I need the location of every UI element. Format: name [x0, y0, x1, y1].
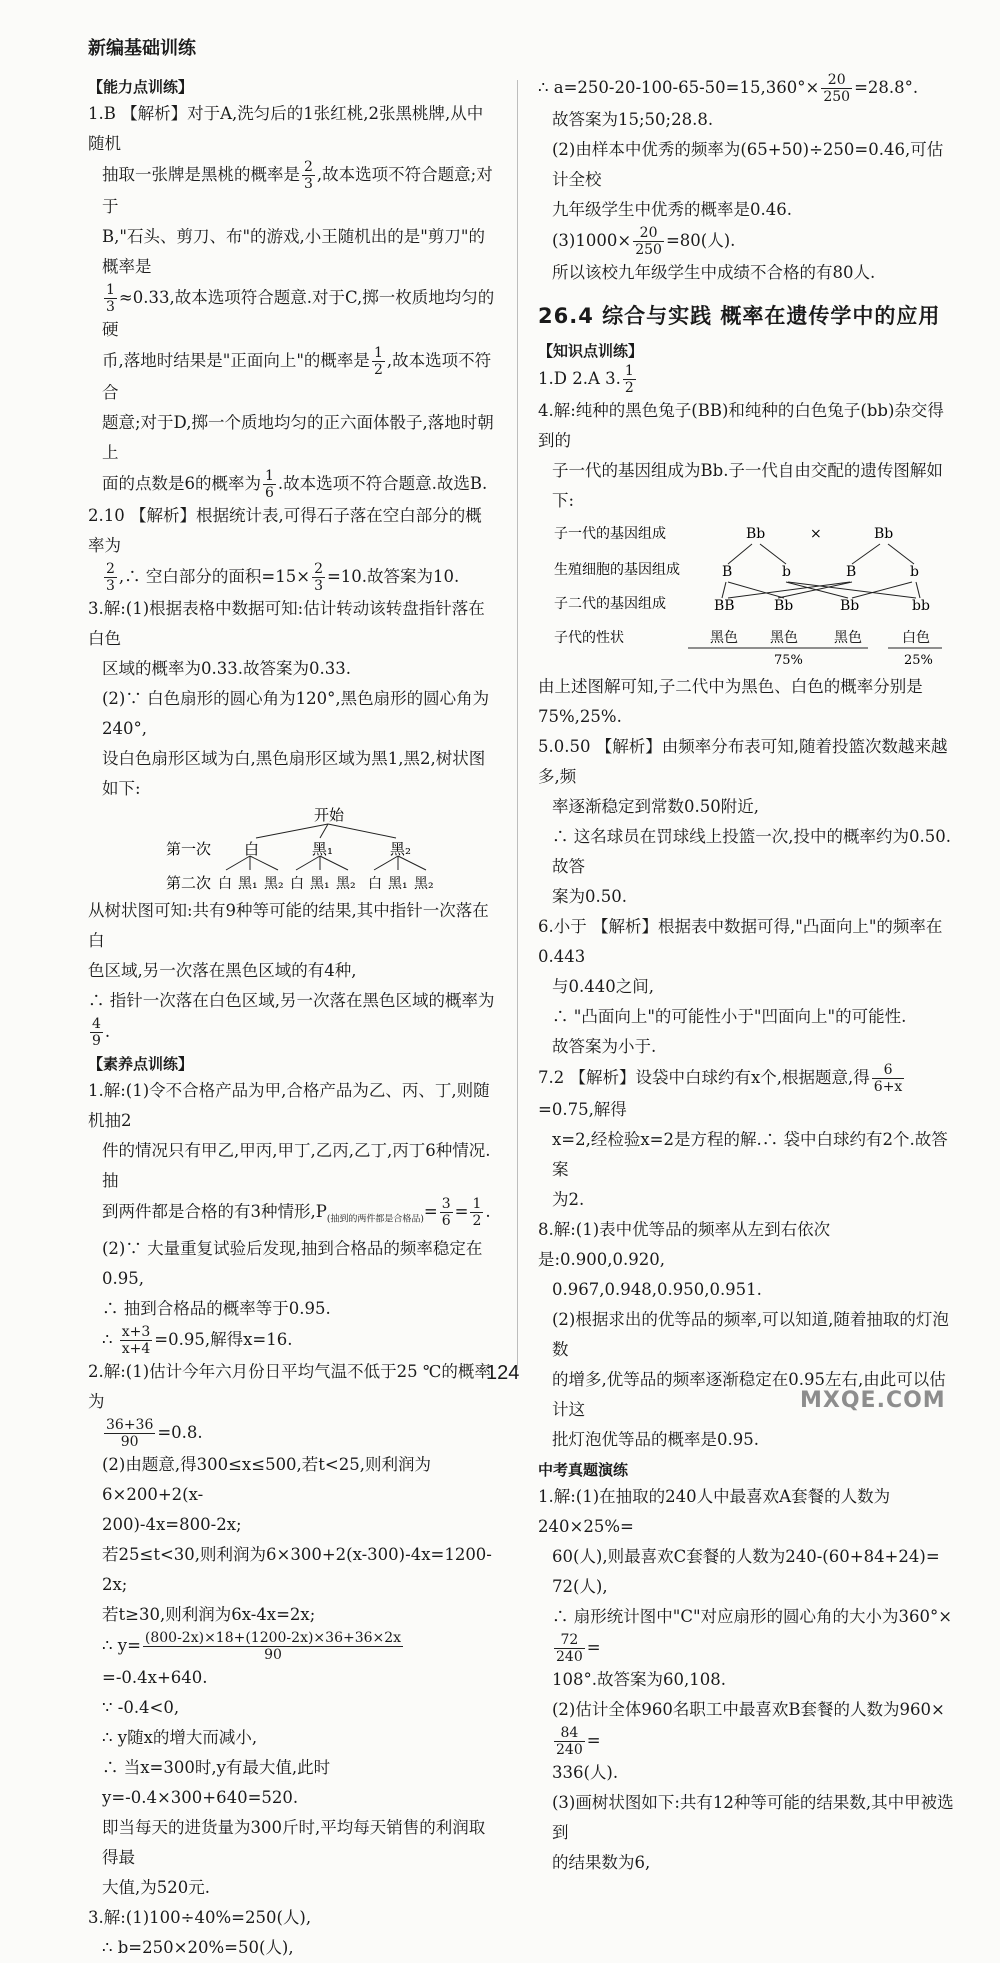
percent-black: 75% [774, 653, 803, 668]
tree-l2: 黑₁ [388, 876, 408, 892]
k6-line: 故答案为小于. [552, 1037, 657, 1056]
genetics-diagram [538, 518, 954, 668]
s2-line: ∵ -0.4<0, [102, 1698, 180, 1718]
gamete: b [910, 564, 919, 580]
section-title: 26.4 综合与实践 概率在遗传学中的应用 [538, 304, 941, 328]
trait: 白色 [902, 630, 930, 646]
q3-line: 区域的概率为0.33.故答案为0.33. [102, 659, 351, 678]
tree-l2: 黑₂ [414, 876, 434, 892]
tree-l2: 黑₁ [238, 876, 258, 892]
section-literacy: 【素养点训练】 [88, 1055, 194, 1073]
k8-line: 批灯泡优等品的概率是0.95. [552, 1430, 759, 1449]
tree-l2: 黑₁ [310, 876, 330, 892]
trait: 黑色 [834, 630, 862, 646]
k5-line: 案为0.50. [552, 887, 627, 906]
fraction: $\frac{(800-2x)\times 18+(1200-2x)\times 36+36\times 2x}{90}$ [144, 1630, 402, 1664]
tree-l1: 白 [244, 840, 260, 858]
q1-line: B,"石头、剪刀、布"的游戏,小王随机出的是"剪刀"的概率是 [102, 227, 485, 276]
gamete: B [722, 564, 733, 580]
r-line: ∴ a=250-20-100-65-50=15,360°× $\frac{20}{250}$ =28.8°. [538, 72, 919, 105]
k7-line: 7.2 【解析】设袋中白球约有x个,根据题意,得 $\frac{6}{6+x}$ =0.75,解得 [538, 1062, 903, 1119]
z1-line: 的结果数为6, [552, 1853, 651, 1872]
s2-line: 200)-4x=800-2x; [102, 1515, 242, 1535]
diagram-row-label: 子代的性状 [554, 630, 624, 646]
fraction: $\frac{6}{6+x}$ [873, 1062, 903, 1095]
fraction: $\frac{1}{6}$ [265, 468, 274, 501]
k5-line: ∴ 这名球员在罚球线上投篮一次,投中的概率约为0.50.故答 [552, 827, 951, 876]
fraction: $\frac{36+36}{90}$ [106, 1417, 154, 1451]
fraction: $\frac{1}{2}$ [472, 1196, 482, 1229]
s2-line: 若25≤t<30,则利润为6×300+2(x-300)-4x=1200-2x; [102, 1545, 492, 1595]
percent-white: 25% [904, 653, 933, 668]
tree-l2: 黑₂ [264, 876, 284, 892]
q2-line: $\frac{2}{3}$ ,∴ 空白部分的面积=15× $\frac{2}{3}$ =10.故答案为10. [106, 561, 460, 594]
tree-second-label: 第二次 [166, 874, 212, 892]
q1-line: $\frac{1}{3}$ ≈0.33,故本选项符合题意.对于C,掷一枚质地均匀的硬 [102, 282, 495, 339]
r-line: (3)1000× $\frac{20}{250}$ =80(人). [552, 225, 736, 258]
tree-l2: 白 [368, 876, 382, 892]
q3-line: 色区域,另一次落在黑色区域的有4种, [88, 961, 357, 980]
q3-line: 3.解:(1)根据表格中数据可知:估计转动该转盘指针落在白色 [88, 599, 485, 648]
s2-line: (2)由题意,得300≤x≤500,若t<25,则利润为6×200+2(x- [102, 1455, 432, 1505]
q1-line: 面的点数是6的概率为 $\frac{1}{6}$ .故本选项不符合题意.故选B. [102, 468, 488, 501]
q3-line: ∴ 指针一次落在白色区域,另一次落在黑色区域的概率为 $\frac{4}{9}$ . [88, 991, 495, 1049]
s3-line: 3.解:(1)100÷40%=250(人), [88, 1908, 312, 1928]
r-line: 故答案为15;50;28.8. [552, 110, 714, 129]
q1-line: 题意;对于D,掷一个质地均匀的正六面体骰子,落地时朝上 [102, 413, 494, 462]
diagram-row-label: 生殖细胞的基因组成 [554, 562, 680, 578]
parent-genotype: Bb [874, 526, 894, 542]
z1-line: 60(人),则最喜欢C套餐的人数为240-(60+84+24)= [552, 1547, 940, 1566]
fraction: $\frac{84}{240}$ [556, 1725, 583, 1758]
s1-line: (2)∵ 大量重复试验后发现,抽到合格品的频率稳定在0.95, [102, 1239, 483, 1289]
s2-line: 若t≥30,则利润为6x-4x=2x; [102, 1605, 316, 1625]
k-line: 1.D 2.A 3. $\frac{1}{2}$ [538, 363, 634, 396]
k6-line: 6.小于 【解析】根据表中数据可得,"凸面向上"的频率在0.443 [538, 917, 943, 966]
k5-line: 率逐渐稳定到常数0.50附近, [552, 797, 759, 816]
q3-line: 设白色扇形区域为白,黑色扇形区域为黑1,黑2,树状图 [102, 749, 486, 768]
q3-line: 如下: [102, 779, 141, 798]
k7-line: x=2,经检验x=2是方程的解.∴ 袋中白球约有2个.故答案 [552, 1130, 948, 1179]
fraction: $\frac{3}{6}$ [441, 1196, 451, 1229]
k4-line: 由上述图解可知,子二代中为黑色、白色的概率分别是 [538, 677, 923, 696]
fraction: $\frac{20}{250}$ [635, 225, 662, 258]
s1-line: 1.解:(1)令不合格产品为甲,合格产品为乙、丙、丁,则随机抽2 [88, 1081, 490, 1130]
page-number: 124 [486, 1362, 520, 1384]
fraction: $\frac{4}{9}$ [92, 1016, 101, 1049]
s1-line: ∴ 抽到合格品的概率等于0.95. [102, 1299, 331, 1319]
q3-line: (2)∵ 白色扇形的圆心角为120°,黑色扇形的圆心角为240°, [102, 689, 490, 738]
k8-line: (2)根据求出的优等品的频率,可以知道,随着抽取的灯泡数 [552, 1310, 949, 1359]
fraction: $\frac{2}{3}$ [106, 561, 115, 594]
fraction: $\frac{72}{240}$ [556, 1632, 583, 1665]
column-divider [517, 80, 518, 1370]
cross-symbol: × [810, 526, 822, 542]
trait: 黑色 [710, 630, 738, 646]
tree-l1: 黑₂ [390, 840, 412, 858]
q3-line: 从树状图可知:共有9种等可能的结果,其中指针一次落在白 [88, 901, 489, 950]
fraction: $\frac{1}{2}$ [373, 345, 383, 378]
s3-line: ∴ b=250×20%=50(人), [102, 1938, 294, 1958]
s2-line: ∴ y= $\frac{(800-2x)\times 18+(1200-2x)\times 36+36\times 2x}{90}$ =-0.4x+640. [102, 1630, 402, 1688]
left-column [88, 72, 498, 1963]
fraction: $\frac{1}{2}$ [624, 363, 634, 396]
k5-line: 5.0.50 【解析】由频率分布表可知,随着投篮次数越来越多,频 [538, 737, 948, 786]
k7-line: 为2. [552, 1190, 585, 1209]
k4-line: 75%,25%. [538, 707, 622, 726]
child-genotype: Bb [840, 598, 860, 614]
watermark: MXQE.COM [800, 1388, 946, 1413]
fraction: $\frac{1}{3}$ [106, 282, 115, 315]
r-line: 九年级学生中优秀的概率是0.46. [552, 200, 792, 219]
section-exam: 中考真题演练 [538, 1461, 629, 1479]
k8-line: 的增多,优等品的频率逐渐稳定在0.95左右,由此可以估计这 [552, 1370, 946, 1419]
s2-line: $\frac{36+36}{90}$ =0.8. [106, 1417, 203, 1451]
tree-l1: 黑₁ [312, 840, 334, 858]
r-line: (2)由样本中优秀的频率为(65+50)÷250=0.46,可估计全校 [552, 140, 944, 189]
tree-first-label: 第一次 [166, 840, 212, 858]
q1-line: 1.B 【解析】对于A,洗匀后的1张红桃,2张黑桃牌,从中随机 [88, 104, 484, 153]
q1-line: 抽取一张牌是黑桃的概率是 $\frac{2}{3}$ ,故本选项不符合题意;对于 [102, 159, 493, 216]
diagram-row-label: 子二代的基因组成 [554, 596, 666, 612]
tree-l2: 白 [290, 876, 304, 892]
tree-start: 开始 [314, 806, 345, 824]
k8-line: 8.解:(1)表中优等品的频率从左到右依次是:0.900,0.920, [538, 1220, 831, 1269]
k8-line: 0.967,0.948,0.950,0.951. [552, 1280, 762, 1299]
tree-l2: 黑₂ [336, 876, 356, 892]
fraction: $\frac{2}{3}$ [314, 561, 323, 594]
section-ability: 【能力点训练】 [88, 78, 194, 96]
fraction: $\frac{x+3}{x+4}$ [121, 1324, 151, 1358]
s2-line: 大值,为520元. [102, 1878, 210, 1898]
k6-line: ∴ "凸面向上"的可能性小于"凹面向上"的可能性. [552, 1007, 907, 1026]
z1-line: 1.解:(1)在抽取的240人中最喜欢A套餐的人数为240×25%= [538, 1487, 891, 1536]
s2-line: 2.解:(1)估计今年六月份日平均气温不低于25 ℃的概率为 [88, 1362, 491, 1412]
s1-line: 件的情况只有甲乙,甲丙,甲丁,乙丙,乙丁,丙丁6种情况.抽 [102, 1141, 491, 1190]
child-genotype: bb [912, 598, 930, 614]
s2-line: ∴ 当x=300时,y有最大值,此时y=-0.4×300+640=520. [102, 1758, 331, 1808]
gamete: b [782, 564, 791, 580]
z1-line: 108°.故答案为60,108. [552, 1670, 726, 1689]
tree-l2: 白 [218, 876, 232, 892]
s1-line: ∴ $\frac{x+3}{x+4}$ =0.95,解得x=16. [102, 1324, 293, 1358]
child-genotype: BB [714, 598, 735, 614]
k4-line: 子一代的基因组成为Bb.子一代自由交配的遗传图解如下: [552, 461, 943, 510]
right-column [538, 72, 954, 1878]
parent-genotype: Bb [746, 526, 766, 542]
page-header: 新编基础训练 [88, 38, 196, 59]
q2-line: 2.10 【解析】根据统计表,可得石子落在空白部分的概率为 [88, 506, 482, 555]
diagram-row-label: 子一代的基因组成 [554, 526, 666, 542]
s1-line: 到两件都是合格的有3种情形$,P_{(抽到的两件都是合格品)}=$ $\frac{3}{6}$ = $\frac{1}{2}$ . [102, 1196, 491, 1229]
z1-line: (3)画树状图如下:共有12种等可能的结果数,其中甲被选到 [552, 1793, 954, 1842]
k6-line: 与0.440之间, [552, 977, 654, 996]
z1-line: 336(人). [552, 1763, 619, 1782]
z1-line: ∴ 扇形统计图中"C"对应扇形的圆心角的大小为360°× $\frac{72}{240}$ = [552, 1607, 953, 1665]
s2-line: ∴ y随x的增大而减小, [102, 1728, 258, 1748]
fraction: $\frac{20}{250}$ [823, 72, 851, 105]
s2-line: 即当每天的进货量为300斤时,平均每天销售的利润取得最 [102, 1818, 486, 1868]
z1-line: 72(人), [552, 1577, 608, 1596]
gamete: B [846, 564, 857, 580]
tree-diagram [88, 804, 498, 896]
r-line: 所以该校九年级学生中成绩不合格的有80人. [552, 263, 876, 282]
fraction: $\frac{2}{3}$ [304, 159, 313, 192]
trait: 黑色 [770, 630, 798, 646]
k4-line: 4.解:纯种的黑色兔子(BB)和纯种的白色兔子(bb)杂交得到的 [538, 401, 944, 450]
child-genotype: Bb [774, 598, 794, 614]
section-knowledge: 【知识点训练】 [538, 342, 644, 360]
z1-line: (2)估计全体960名职工中最喜欢B套餐的人数为960× $\frac{84}{240}$ = [552, 1700, 945, 1758]
q1-line: 币,落地时结果是"正面向上"的概率是 $\frac{1}{2}$ ,故本选项不符合 [102, 345, 492, 402]
